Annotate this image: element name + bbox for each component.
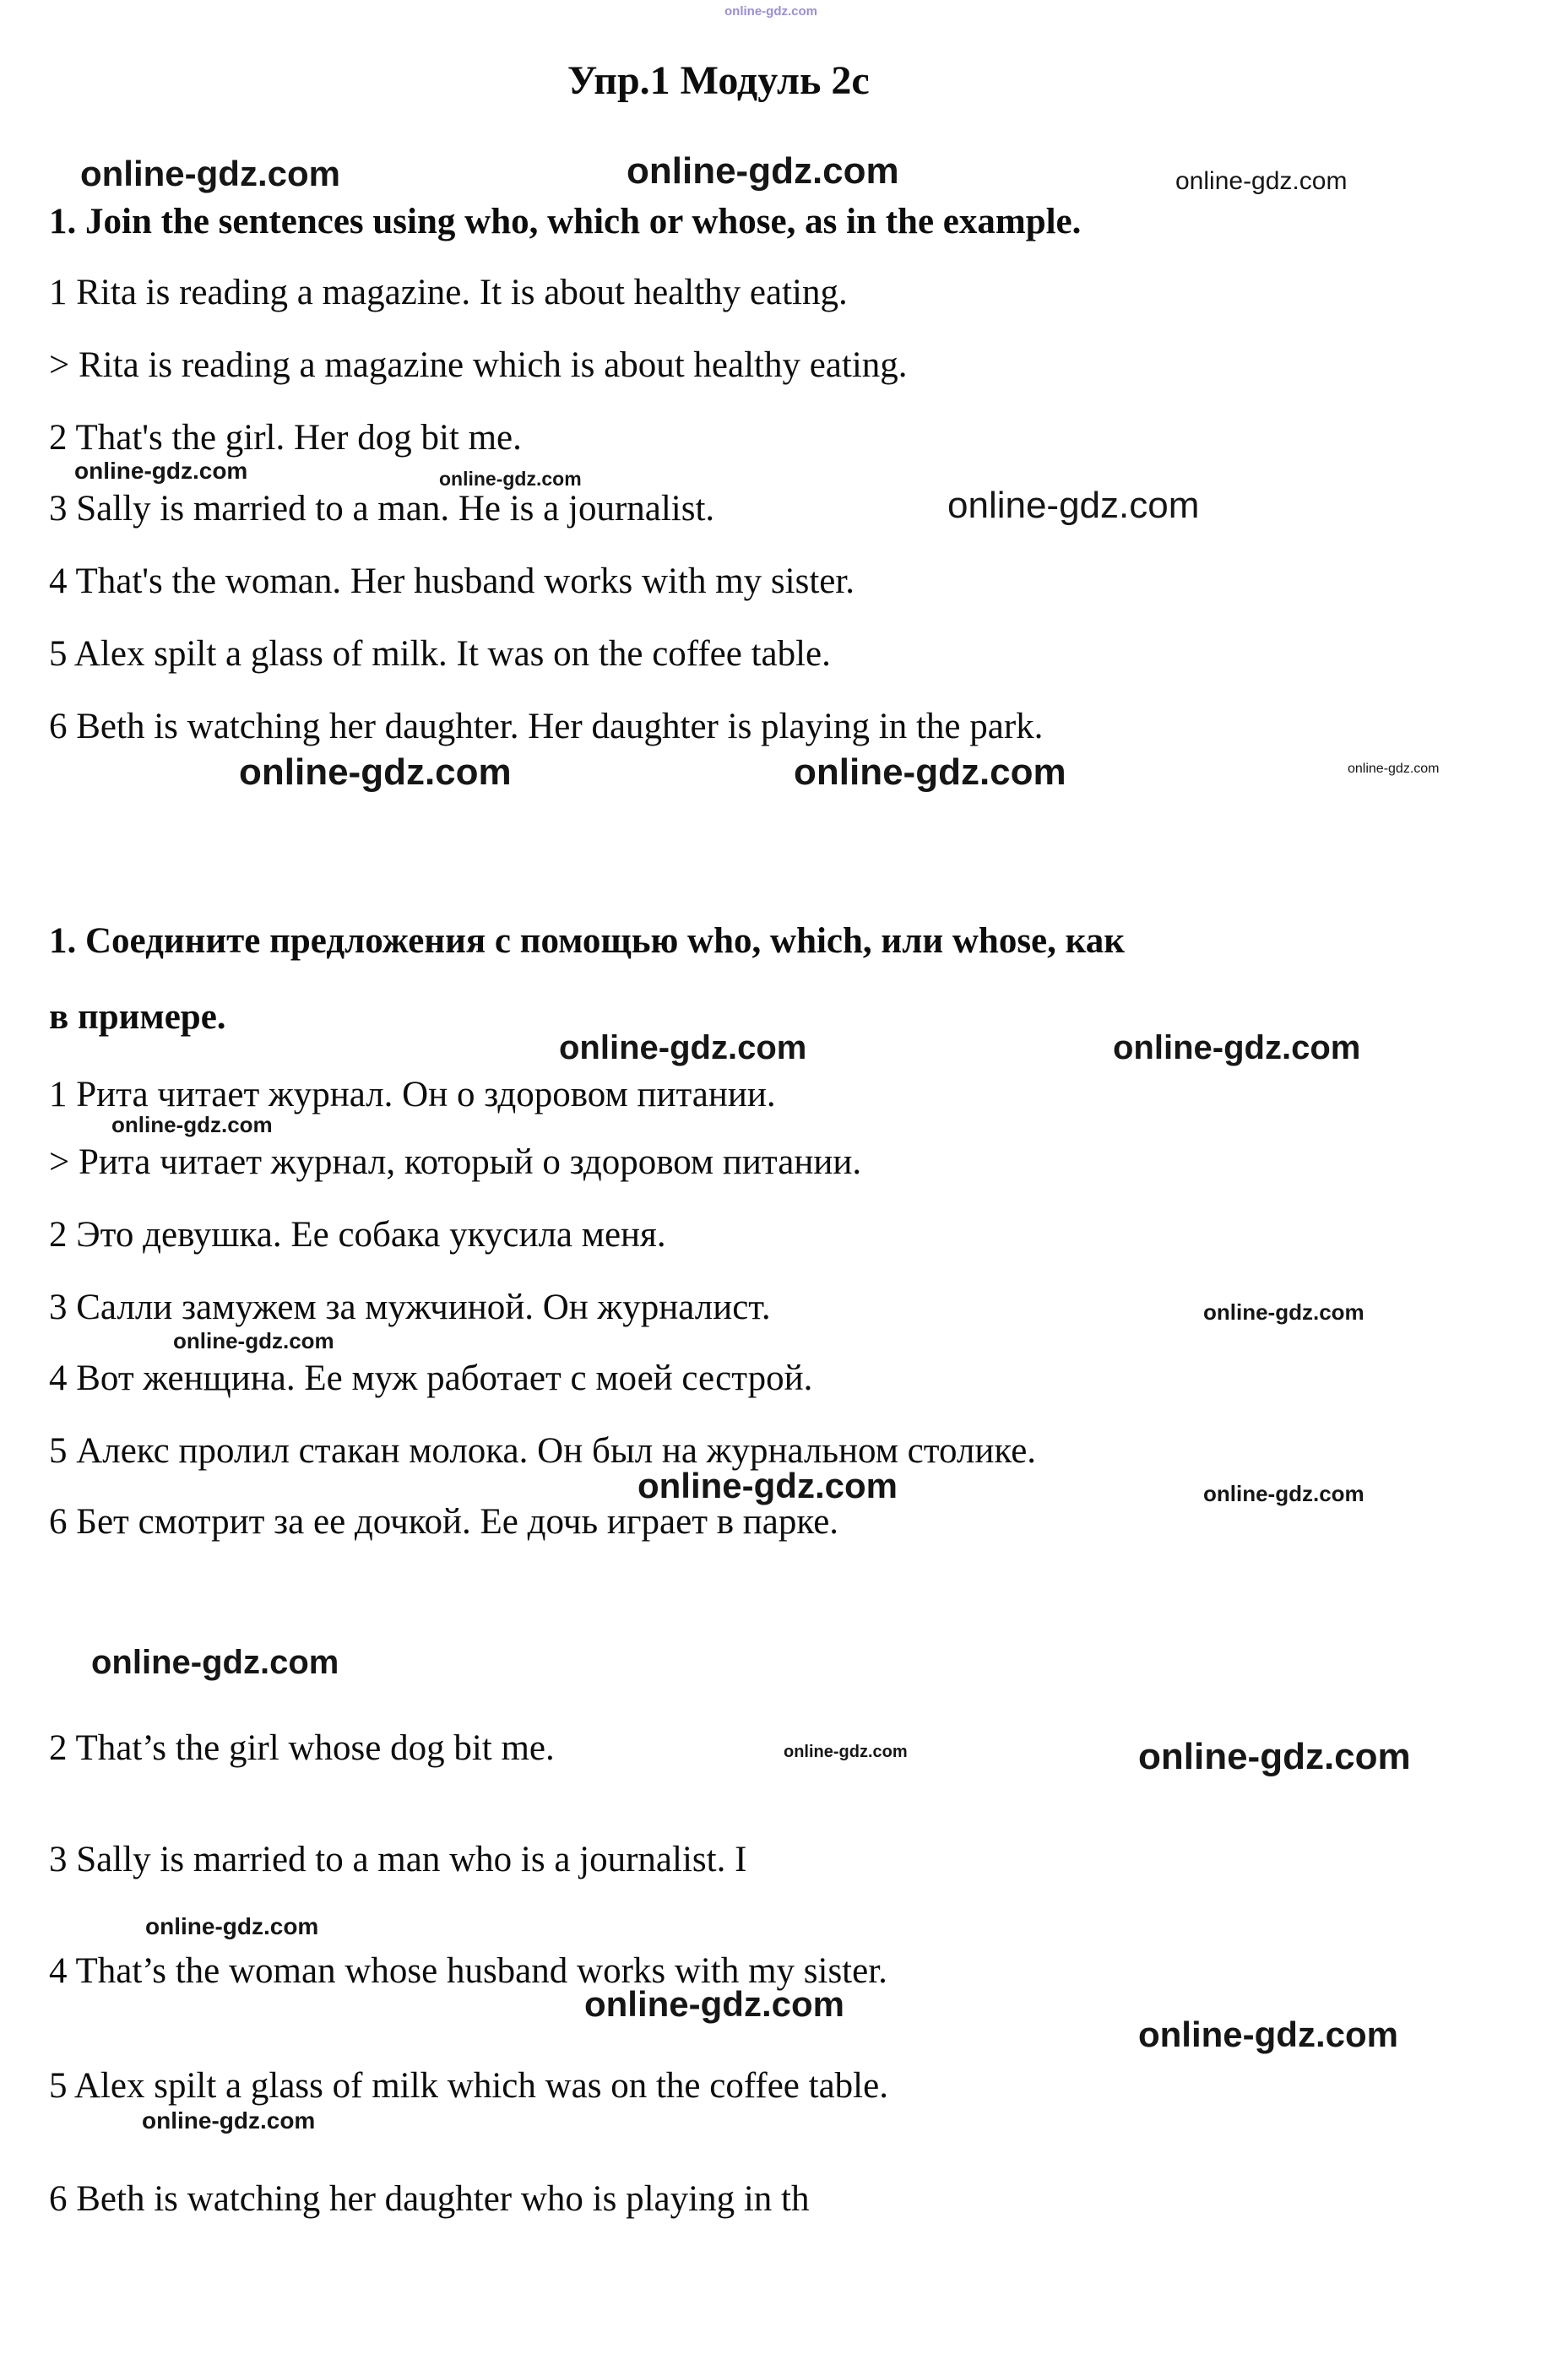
watermark: online-gdz.com bbox=[145, 1913, 319, 1939]
sentence-en-5: 5 Alex spilt a glass of milk. It was on the coffee table. bbox=[49, 634, 831, 674]
watermark: online-gdz.com bbox=[784, 1743, 908, 1761]
answer-en-6: 6 Beth is watching her daughter who is playing in th bbox=[49, 2179, 810, 2219]
example-answer-en: > Rita is reading a magazine which is about healthy eating. bbox=[49, 345, 908, 385]
sentence-ru-1: 1 Рита читает журнал. Он о здоровом питании. bbox=[49, 1075, 776, 1114]
watermark: online-gdz.com bbox=[80, 154, 340, 193]
watermark-top-tiny: online-gdz.com bbox=[724, 4, 817, 19]
answer-en-3: 3 Sally is married to a man who is a journalist. I bbox=[49, 1840, 747, 1879]
watermark: online-gdz.com bbox=[74, 458, 248, 484]
watermark: online-gdz.com bbox=[1113, 1029, 1361, 1066]
sentence-en-6: 6 Beth is watching her daughter. Her daughter is playing in the park. bbox=[49, 707, 1044, 746]
watermark: online-gdz.com bbox=[239, 751, 512, 793]
sentence-ru-4: 4 Вот женщина. Ее муж работает с моей сестрой. bbox=[49, 1358, 813, 1398]
sentence-ru-3: 3 Салли замужем за мужчиной. Он журналист. bbox=[49, 1288, 771, 1327]
sentence-en-1: 1 Rita is reading a magazine. It is about healthy eating. bbox=[49, 273, 848, 312]
watermark: online-gdz.com bbox=[1138, 1736, 1411, 1777]
watermark: online-gdz.com bbox=[173, 1328, 334, 1353]
sentence-ru-5: 5 Алекс пролил стакан молока. Он был на журнальном столике. bbox=[49, 1431, 1037, 1471]
watermark: online-gdz.com bbox=[947, 485, 1200, 526]
task-heading-en: 1. Join the sentences using who, which or whose, as in the example. bbox=[49, 202, 1082, 241]
watermark: online-gdz.com bbox=[1138, 2015, 1398, 2054]
watermark: online-gdz.com bbox=[559, 1029, 807, 1066]
sentence-en-4: 4 That's the woman. Her husband works with my sister. bbox=[49, 561, 855, 601]
task-heading-ru-line1: 1. Соедините предложения с помощью who, which, или whose, как bbox=[49, 921, 1126, 961]
sentence-ru-2: 2 Это девушка. Ее собака укусила меня. bbox=[49, 1215, 666, 1255]
watermark: online-gdz.com bbox=[638, 1466, 898, 1505]
watermark: online-gdz.com bbox=[627, 150, 899, 192]
sentence-en-3: 3 Sally is married to a man. He is a journalist. bbox=[49, 489, 715, 529]
example-answer-ru: > Рита читает журнал, который о здоровом питании. bbox=[49, 1142, 862, 1182]
answer-en-5: 5 Alex spilt a glass of milk which was on the coffee table. bbox=[49, 2066, 888, 2106]
watermark: online-gdz.com bbox=[1203, 1481, 1365, 1506]
watermark-tiny: online-gdz.com bbox=[1348, 762, 1440, 776]
sentence-en-2: 2 That's the girl. Her dog bit me. bbox=[49, 418, 522, 458]
watermark: online-gdz.com bbox=[584, 1984, 844, 2024]
watermark: online-gdz.com bbox=[439, 468, 582, 490]
answer-en-2: 2 That’s the girl whose dog bit me. bbox=[49, 1728, 555, 1768]
watermark: online-gdz.com bbox=[91, 1644, 339, 1681]
task-heading-ru-line2: в примере. bbox=[49, 997, 226, 1037]
answer-en-4: 4 That’s the woman whose husband works with my sister. bbox=[49, 1951, 887, 1991]
watermark: online-gdz.com bbox=[111, 1112, 273, 1137]
watermark: online-gdz.com bbox=[142, 2107, 316, 2134]
sentence-ru-6: 6 Бет смотрит за ее дочкой. Ее дочь играет в парке. bbox=[49, 1502, 839, 1542]
watermark: online-gdz.com bbox=[1203, 1299, 1365, 1325]
exercise-title: Упр.1 Модуль 2c bbox=[567, 58, 870, 103]
watermark: online-gdz.com bbox=[1175, 167, 1348, 195]
watermark: online-gdz.com bbox=[794, 751, 1066, 793]
